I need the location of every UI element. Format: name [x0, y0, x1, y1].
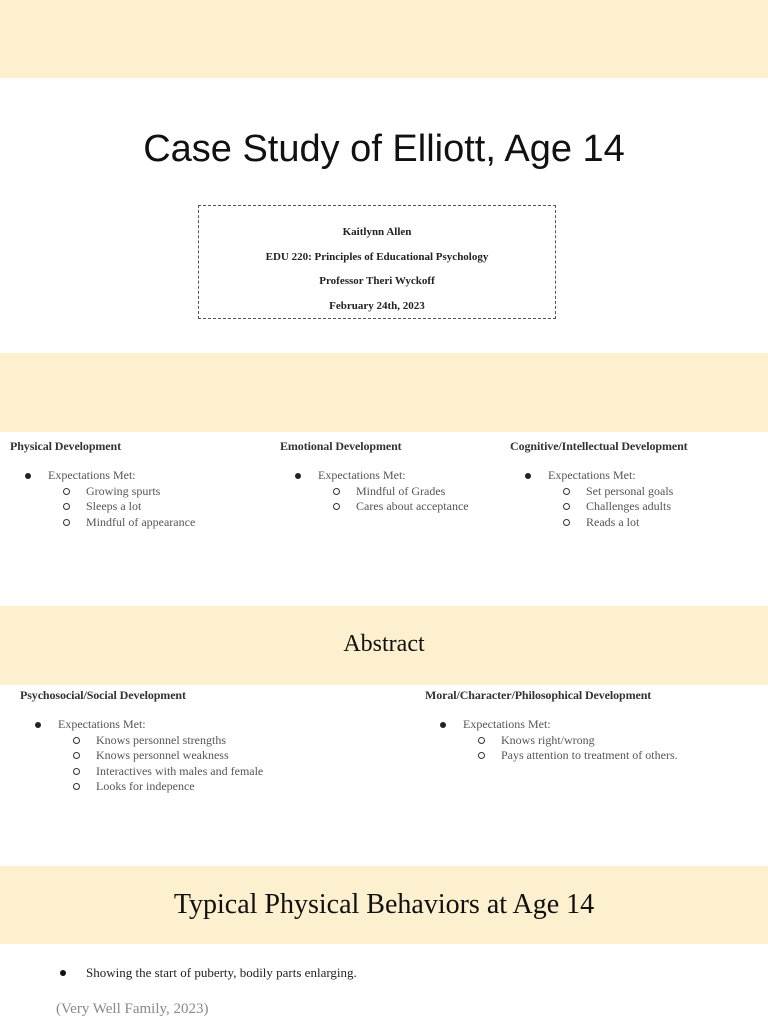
list-item: Expectations Met: Knows personnel strengths Knows personnel weakness Interactives with males and female Looks for indepence [20, 717, 400, 795]
psychosocial-development-column [20, 688, 400, 795]
list-item: Interactives with males and female [58, 764, 400, 780]
list-item: Cares about acceptance [318, 499, 500, 515]
course-name: EDU 220: Principles of Educational Psychology [265, 250, 489, 263]
list-item: Sleeps a lot [48, 499, 260, 515]
slide4-title: Typical Physical Behaviors at Age 14 [173, 889, 595, 920]
list-item: Pays attention to treatment of others. [463, 748, 755, 764]
emotional-development-column [280, 439, 500, 515]
list-item: Expectations Met: Set personal goals Challenges adults Reads a lot [510, 468, 760, 530]
list-item: Expectations Met: Knows right/wrong Pays attention to treatment of others. [425, 717, 755, 764]
column-heading: Physical Development [10, 439, 121, 453]
citation: (Very Well Family, 2023) [56, 1001, 209, 1017]
list-item: Showing the start of puberty, bodily parts enlarging. [60, 965, 357, 981]
professor-name: Professor Theri Wyckoff [319, 275, 435, 287]
slide1-info-box [198, 205, 556, 319]
column-heading: Cognitive/Intellectual Development [510, 439, 688, 453]
list-item: Mindful of appearance [48, 515, 260, 531]
column-heading: Emotional Development [280, 439, 402, 453]
date: February 24th, 2023 [329, 299, 425, 312]
column-heading: Moral/Character/Philosophical Development [425, 688, 652, 702]
list-item: Expectations Met: Growing spurts Sleeps a lot Mindful of appearance [10, 468, 260, 530]
list-item: Looks for indepence [58, 779, 400, 795]
list-item: Expectations Met: Mindful of Grades Cares about acceptance [280, 468, 500, 515]
list-item: Reads a lot [548, 515, 760, 531]
list-item: Challenges adults [548, 499, 760, 515]
author-name: Kaitlynn Allen [342, 226, 412, 238]
list-item: Knows personnel strengths [58, 733, 400, 749]
physical-development-column [10, 439, 260, 530]
column-heading: Psychosocial/Social Development [20, 688, 186, 702]
list-item: Knows right/wrong [463, 733, 755, 749]
slide1-title: Case Study of Elliott, Age 14 [143, 128, 625, 170]
list-item: Mindful of Grades [318, 484, 500, 500]
moral-development-column [425, 688, 755, 764]
list-item: Set personal goals [548, 484, 760, 500]
slide2-top-band [0, 353, 768, 432]
slide3-title: Abstract [343, 631, 425, 657]
slide1-top-band [0, 0, 768, 78]
cognitive-development-column [510, 439, 760, 530]
list-item: Growing spurts [48, 484, 260, 500]
list-item: Knows personnel weakness [58, 748, 400, 764]
